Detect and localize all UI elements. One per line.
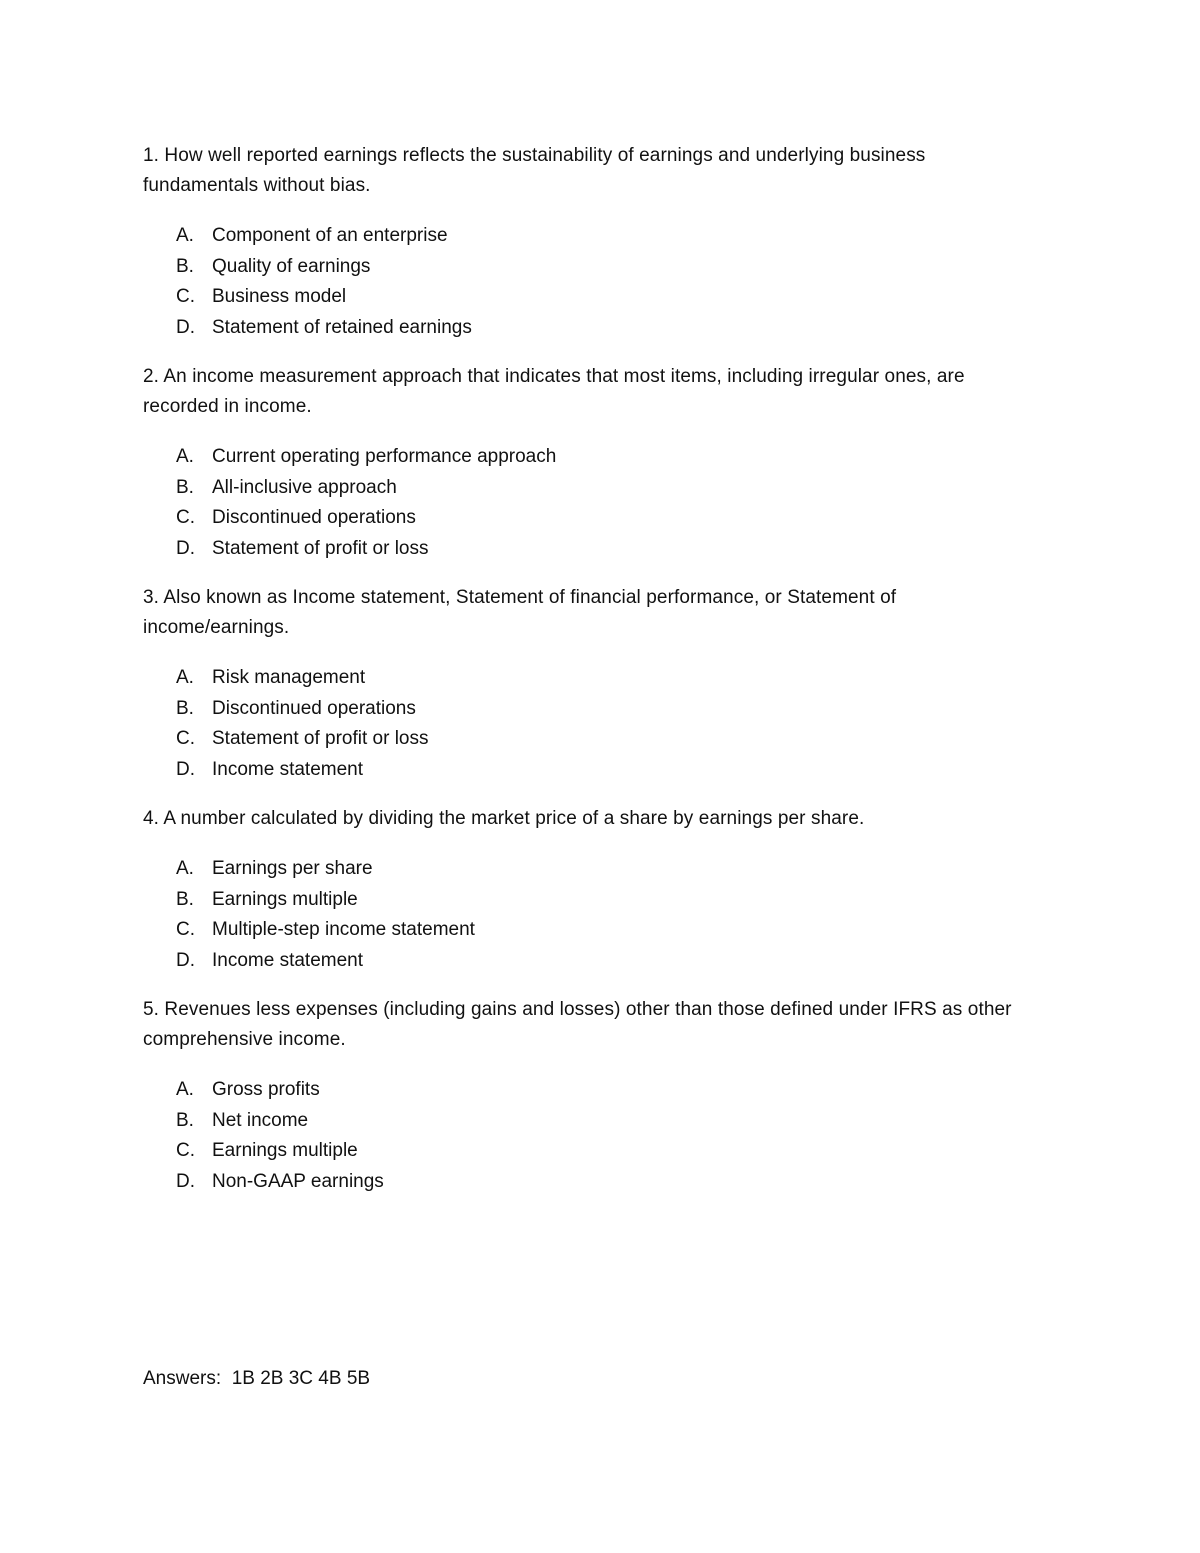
option-item: [143, 1106, 1033, 1137]
option-letter: A.: [176, 225, 194, 246]
option-list: [143, 221, 1033, 343]
option-label: Income statement: [212, 949, 364, 971]
option-label: Statement of profit or loss: [212, 537, 429, 559]
option-label: Quality of earnings: [212, 255, 371, 277]
option-label: Component of an enterprise: [212, 225, 448, 246]
option-letter: D.: [176, 949, 195, 971]
option-item: [143, 313, 1033, 344]
option-letter: C.: [176, 286, 195, 307]
option-list: [143, 442, 1033, 564]
option-label: Earnings multiple: [212, 888, 358, 910]
option-letter: D.: [176, 537, 195, 559]
option-letter: A.: [176, 1079, 194, 1100]
option-letter: A.: [176, 446, 194, 467]
option-label: Risk management: [212, 667, 366, 688]
option-item: [143, 442, 1033, 473]
option-item: [143, 282, 1033, 313]
option-letter: C.: [176, 728, 195, 749]
option-label: Statement of retained earnings: [212, 316, 472, 338]
option-label: Earnings multiple: [212, 1140, 358, 1161]
option-letter: A.: [176, 858, 194, 879]
question-5: [143, 995, 1033, 1197]
question-2: [143, 362, 1033, 564]
option-item: [143, 221, 1033, 252]
option-item: [143, 473, 1033, 504]
option-letter: B.: [176, 476, 194, 498]
option-label: Discontinued operations: [212, 697, 416, 719]
option-item: [143, 252, 1033, 283]
answer-key: Answers: 1B 2B 3C 4B 5B: [143, 1368, 371, 1389]
option-letter: C.: [176, 1140, 195, 1161]
option-item: [143, 1075, 1033, 1106]
option-letter: B.: [176, 697, 194, 719]
option-letter: D.: [176, 316, 195, 338]
option-label: Business model: [212, 286, 347, 307]
option-item: [143, 915, 1033, 946]
option-item: [143, 724, 1033, 755]
option-label: Statement of profit or loss: [212, 728, 429, 749]
option-letter: B.: [176, 255, 194, 277]
question-4: [143, 804, 1033, 976]
option-label: Income statement: [212, 758, 364, 780]
option-label: Non-GAAP earnings: [212, 1170, 384, 1192]
option-label: Earnings per share: [212, 858, 373, 879]
question-text: 3. Also known as Income statement, Statement of financial performance, or Statement of income/earnings.: [143, 587, 897, 638]
question-text: 5. Revenues less expenses (including gains and losses) other than those defined under IFRS as other comprehensive income.: [143, 999, 1012, 1050]
option-letter: B.: [176, 888, 194, 910]
option-letter: A.: [176, 667, 194, 688]
option-item: [143, 534, 1033, 565]
option-label: Multiple-step income statement: [212, 919, 475, 940]
option-letter: C.: [176, 507, 195, 528]
option-label: Gross profits: [212, 1079, 320, 1100]
option-item: [143, 1136, 1033, 1167]
question-3: [143, 583, 1033, 785]
option-list: [143, 854, 1033, 976]
quiz-content: [143, 141, 1033, 1216]
option-item: [143, 946, 1033, 977]
question-text: 4. A number calculated by dividing the market price of a share by earnings per share.: [143, 808, 865, 829]
option-item: [143, 1167, 1033, 1198]
option-label: Discontinued operations: [212, 507, 416, 528]
option-item: [143, 755, 1033, 786]
question-text: 2. An income measurement approach that indicates that most items, including irregular ones, are recorded in income.: [143, 366, 965, 417]
option-letter: D.: [176, 1170, 195, 1192]
option-item: [143, 694, 1033, 725]
option-item: [143, 503, 1033, 534]
question-text: 1. How well reported earnings reflects the sustainability of earnings and underlying business fundamentals without bias.: [143, 145, 926, 196]
option-list: [143, 1075, 1033, 1197]
option-item: [143, 885, 1033, 916]
option-item: [143, 854, 1033, 885]
option-letter: C.: [176, 919, 195, 940]
option-item: [143, 663, 1033, 694]
option-letter: D.: [176, 758, 195, 780]
question-1: [143, 141, 1033, 343]
option-label: Net income: [212, 1109, 309, 1131]
option-list: [143, 663, 1033, 785]
option-label: Current operating performance approach: [212, 446, 557, 467]
option-letter: B.: [176, 1109, 194, 1131]
option-label: All-inclusive approach: [212, 476, 397, 498]
